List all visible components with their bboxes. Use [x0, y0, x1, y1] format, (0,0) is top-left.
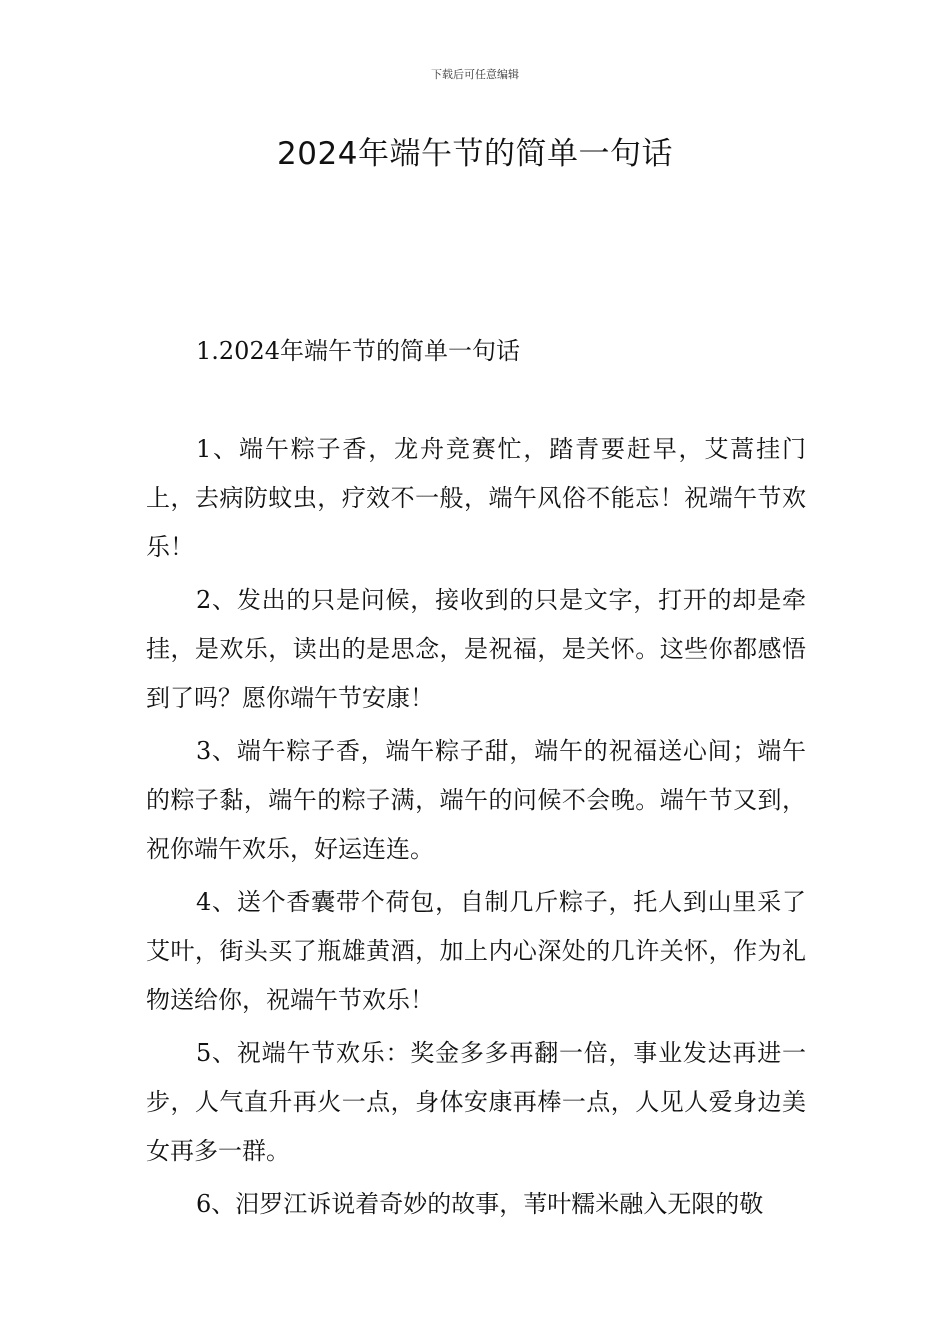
paragraph-2: 2、发出的只是问候，接收到的只是文字，打开的却是牵挂，是欢乐，读出的是思念，是祝福，是关怀。这些你都感悟到了吗？愿你端午节安康！	[146, 586, 806, 712]
document-title: 2024年端午节的简单一句话	[277, 136, 673, 172]
paragraph-3: 3、端午粽子香，端午粽子甜，端午的祝福送心间；端午的粽子黏，端午的粽子满，端午的问候不会晚。端午节又到，祝你端午欢乐，好运连连。	[146, 737, 806, 863]
paragraph-4: 4、送个香囊带个荷包，自制几斤粽子，托人到山里采了艾叶，街头买了瓶雄黄酒，加上内心深处的几许关怀，作为礼物送给你，祝端午节欢乐！	[146, 888, 806, 1014]
document-body	[146, 330, 806, 1233]
paragraph-5: 5、祝端午节欢乐：奖金多多再翻一倍，事业发达再进一步，人气直升再火一点，身体安康再棒一点，人见人爱身边美女再多一群。	[146, 1039, 806, 1165]
section-heading: 1.2024年端午节的简单一句话	[196, 337, 520, 365]
page-header-note: 下载后可任意编辑	[431, 68, 519, 81]
paragraph-1: 1、端午粽子香，龙舟竞赛忙，踏青要赶早，艾蒿挂门上，去病防蚊虫，疗效不一般，端午风俗不能忘！祝端午节欢乐！	[146, 435, 806, 561]
paragraph-6: 6、汨罗江诉说着奇妙的故事，苇叶糯米融入无限的敬	[196, 1190, 764, 1218]
